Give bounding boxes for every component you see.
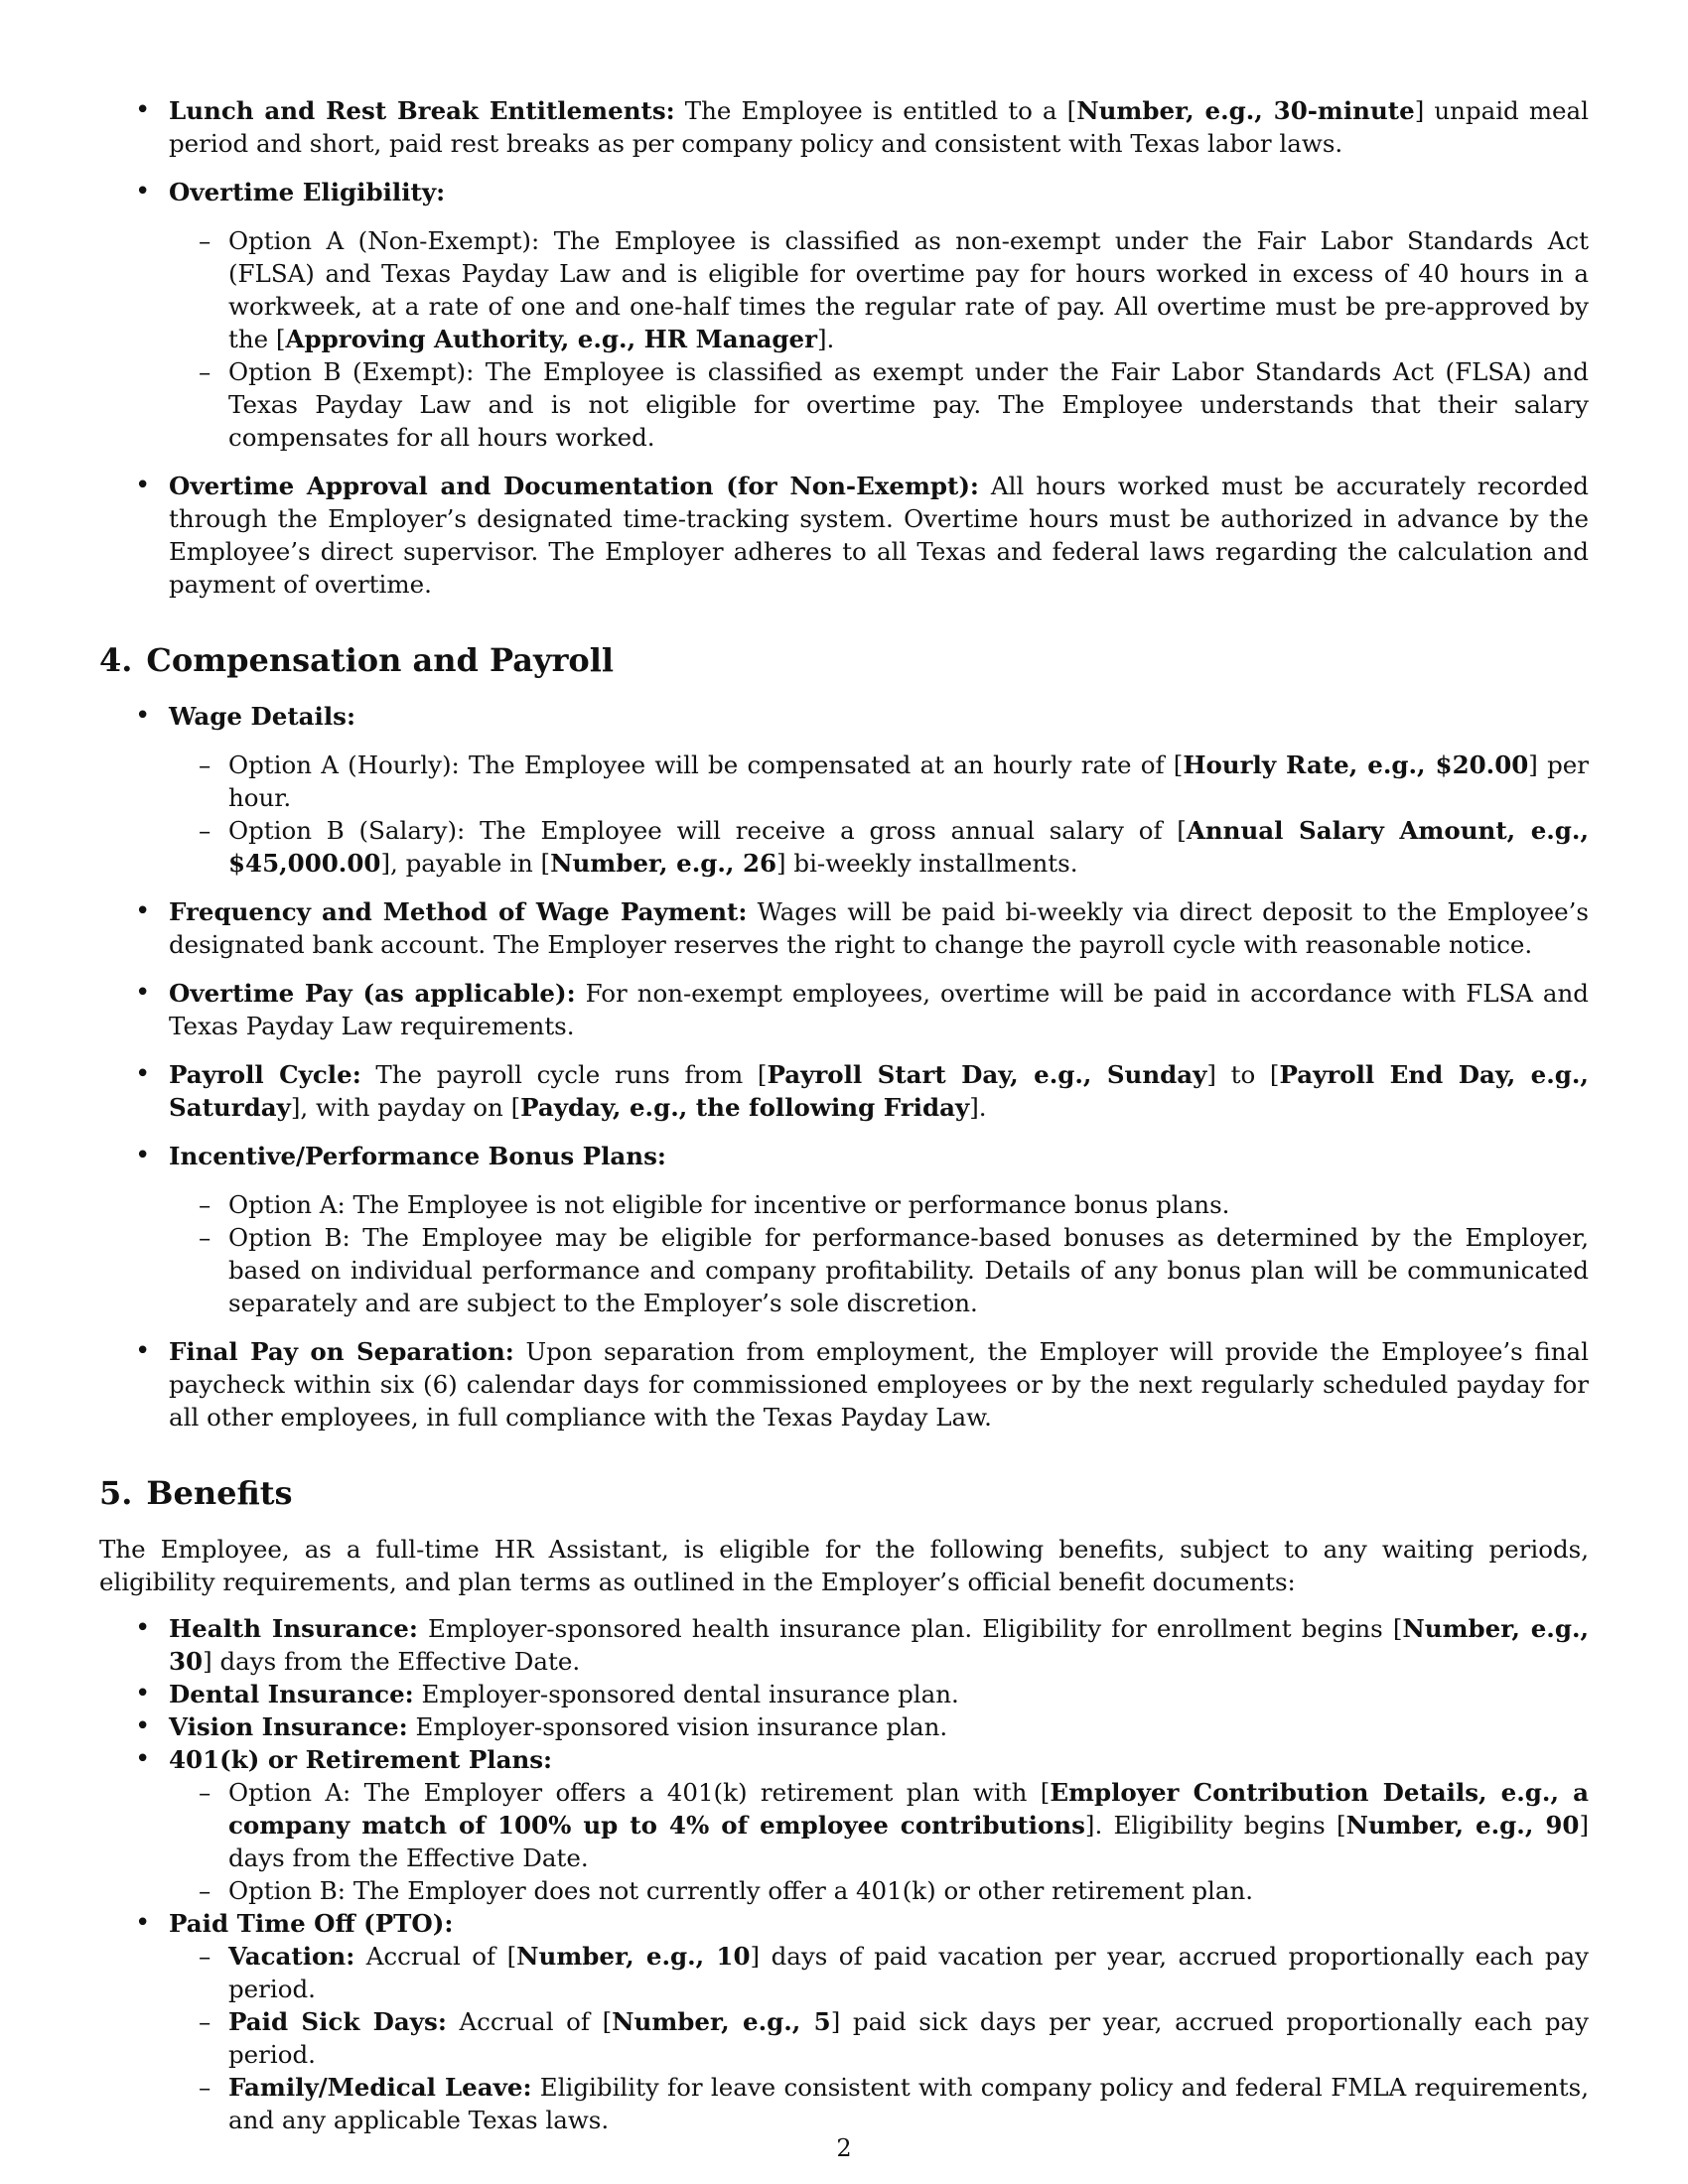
- placeholder-field: Annual Salary Amount, e.g., $45,000.00: [228, 816, 1589, 878]
- sublist: [169, 1940, 1589, 2136]
- list-item-wage-frequency: • Frequency and Method of Wage Payment: Wages will be paid bi-weekly via direct deposit to the Employee’s designated bank account. The Employer reserves the right to change the payroll cycle with reasonable notice.: [99, 895, 1589, 961]
- item-label: Final Pay on Separation:: [169, 1337, 514, 1366]
- list-item-retirement: [99, 1743, 1589, 1907]
- placeholder-field: Number, e.g., 26: [550, 849, 777, 878]
- list-item-vision-insurance: • Vision Insurance: Employer-sponsored vision insurance plan.: [99, 1710, 1589, 1743]
- sublist: [169, 1776, 1589, 1907]
- sublist-item-option-b: – Option B: The Employer does not currently offer a 401(k) or other retirement plan.: [169, 1874, 1589, 1907]
- item-label: Health Insurance:: [169, 1614, 418, 1643]
- item-label: Lunch and Rest Break Entitlements:: [169, 96, 675, 125]
- list-item-wage-details: [99, 700, 1589, 880]
- placeholder-field: Approving Authority, e.g., HR Manager: [285, 325, 817, 353]
- placeholder-field: Employer Contribution Details, e.g., a company match of 100% up to 4% of employee contributions: [228, 1778, 1589, 1840]
- sublist: [169, 224, 1589, 454]
- item-label: Dental Insurance:: [169, 1680, 414, 1708]
- sublist-item-option-a: – Option A: The Employee is not eligible for incentive or performance bonus plans.: [169, 1188, 1589, 1221]
- list-item-dental-insurance: • Dental Insurance: Employer-sponsored dental insurance plan.: [99, 1678, 1589, 1710]
- sublist-item-option-a: – Option A: The Employer offers a 401(k) retirement plan with [Employer Contribution Details, e.g., a company match of 100% up to 4% of employee contributions]. Eligibility begins [Number, e.g., 90] days from the Effective Date.: [169, 1776, 1589, 1874]
- item-label: Overtime Approval and Documentation (for Non-Exempt):: [169, 472, 979, 500]
- page-number: 2: [836, 2134, 852, 2162]
- sublist-item-option-a: – Option A (Hourly): The Employee will be compensated at an hourly rate of [Hourly Rate, e.g., $20.00] per hour.: [169, 749, 1589, 814]
- sublist-item-vacation: – Vacation: Accrual of [Number, e.g., 10] days of paid vacation per year, accrued proportionally each pay period.: [169, 1940, 1589, 2005]
- section4-list: [99, 700, 1589, 1433]
- item-label: Frequency and Method of Wage Payment:: [169, 897, 748, 926]
- document-body: [99, 94, 1589, 2136]
- section5-list: [99, 1612, 1589, 2136]
- sublist-item-option-b: – Option B (Salary): The Employee will receive a gross annual salary of [Annual Salary Amount, e.g., $45,000.00], payable in [Number, e.g., 26] bi-weekly installments.: [169, 814, 1589, 880]
- sublist-item-option-b: – Option B (Exempt): The Employee is classified as exempt under the Fair Labor Standards Act (FLSA) and Texas Payday Law and is not eligible for overtime pay. The Employee understands that their salary compensates for all hours worked.: [169, 355, 1589, 454]
- sublist: [169, 1188, 1589, 1319]
- item-label: Payroll Cycle:: [169, 1060, 361, 1089]
- list-item-overtime-eligibility: [99, 176, 1589, 454]
- sublist-item-option-a: – Option A (Non-Exempt): The Employee is classified as non-exempt under the Fair Labor Standards Act (FLSA) and Texas Payday Law and is eligible for overtime pay for hours worked in excess of 40 hours in a workweek, at a rate of one and one-half times the regular rate of pay. All overtime must be pre-approved by the [Approving Authority, e.g., HR Manager].: [169, 224, 1589, 355]
- section-heading-5: 5. Benefits: [99, 1474, 293, 1512]
- list-item-pto: [99, 1907, 1589, 2136]
- placeholder-field: Number, e.g., 10: [516, 1942, 751, 1971]
- placeholder-field: Number, e.g., 30: [169, 1614, 1590, 1676]
- section-heading-4: 4. Compensation and Payroll: [99, 641, 615, 679]
- list-item-lunch-breaks: • Lunch and Rest Break Entitlements: The Employee is entitled to a [Number, e.g., 30-minute] unpaid meal period and short, paid rest breaks as per company policy and consistent with Texas labor laws.: [99, 94, 1589, 160]
- placeholder-field: Number, e.g., 5: [612, 2007, 831, 2036]
- sublist-item-family-leave: – Family/Medical Leave: Eligibility for leave consistent with company policy and federal FMLA requirements, and any applicable Texas laws.: [169, 2071, 1589, 2136]
- item-label: Incentive/Performance Bonus Plans:: [169, 1142, 666, 1170]
- item-label: Paid Time Off (PTO):: [169, 1909, 454, 1938]
- item-label: Overtime Pay (as applicable):: [169, 979, 576, 1008]
- item-label: 401(k) or Retirement Plans:: [169, 1745, 553, 1774]
- sublist: [169, 749, 1589, 880]
- list-item-bonus-plans: [99, 1140, 1589, 1319]
- placeholder-field: Payroll End Day, e.g., Saturday: [169, 1060, 1589, 1122]
- list-item-payroll-cycle: • Payroll Cycle: The payroll cycle runs from [Payroll Start Day, e.g., Sunday] to [Payroll End Day, e.g., Saturday], with payday on [Payday, e.g., the following Friday].: [99, 1058, 1589, 1124]
- section5-intro: The Employee, as a full-time HR Assistant, is eligible for the following benefits, subject to any waiting periods, eligibility requirements, and plan terms as outlined in the Employer’s official benefit documents:: [99, 1535, 1589, 1596]
- sublist-item-option-b: – Option B: The Employee may be eligible for performance-based bonuses as determined by the Employer, based on individual performance and company profitability. Details of any bonus plan will be communicated separately and are subject to the Employer’s sole discretion.: [169, 1221, 1589, 1319]
- placeholder-field: Number, e.g., 30-minute: [1076, 96, 1415, 125]
- item-label: Wage Details:: [169, 702, 355, 731]
- item-label: Family/Medical Leave:: [228, 2073, 532, 2102]
- item-label: Overtime Eligibility:: [169, 178, 446, 206]
- item-label: Paid Sick Days:: [228, 2007, 447, 2036]
- list-item-overtime-approval: • Overtime Approval and Documentation (for Non-Exempt): All hours worked must be accurately recorded through the Employer’s designated time-tracking system. Overtime hours must be authorized in advance by the Employee’s direct supervisor. The Employer adheres to all Texas and federal laws regarding the calculation and payment of overtime.: [99, 470, 1589, 601]
- sublist-item-sick-days: – Paid Sick Days: Accrual of [Number, e.g., 5] paid sick days per year, accrued proportionally each pay period.: [169, 2005, 1589, 2071]
- section3-continued-list: [99, 94, 1589, 601]
- item-label: Vacation:: [228, 1942, 355, 1971]
- list-item-overtime-pay: • Overtime Pay (as applicable): For non-exempt employees, overtime will be paid in accordance with FLSA and Texas Payday Law requirements.: [99, 977, 1589, 1042]
- placeholder-field: Payroll Start Day, e.g., Sunday: [767, 1060, 1207, 1089]
- placeholder-field: Number, e.g., 90: [1345, 1811, 1580, 1840]
- list-item-health-insurance: • Health Insurance: Employer-sponsored health insurance plan. Eligibility for enrollment begins [Number, e.g., 30] days from the Effective Date.: [99, 1612, 1589, 1678]
- list-item-final-pay: • Final Pay on Separation: Upon separation from employment, the Employer will provide the Employee’s final paycheck within six (6) calendar days for commissioned employees or by the next regularly scheduled payday for all other employees, in full compliance with the Texas Payday Law.: [99, 1335, 1589, 1433]
- placeholder-field: Hourly Rate, e.g., $20.00: [1183, 751, 1529, 779]
- item-label: Vision Insurance:: [169, 1712, 408, 1741]
- placeholder-field: Payday, e.g., the following Friday: [520, 1093, 970, 1122]
